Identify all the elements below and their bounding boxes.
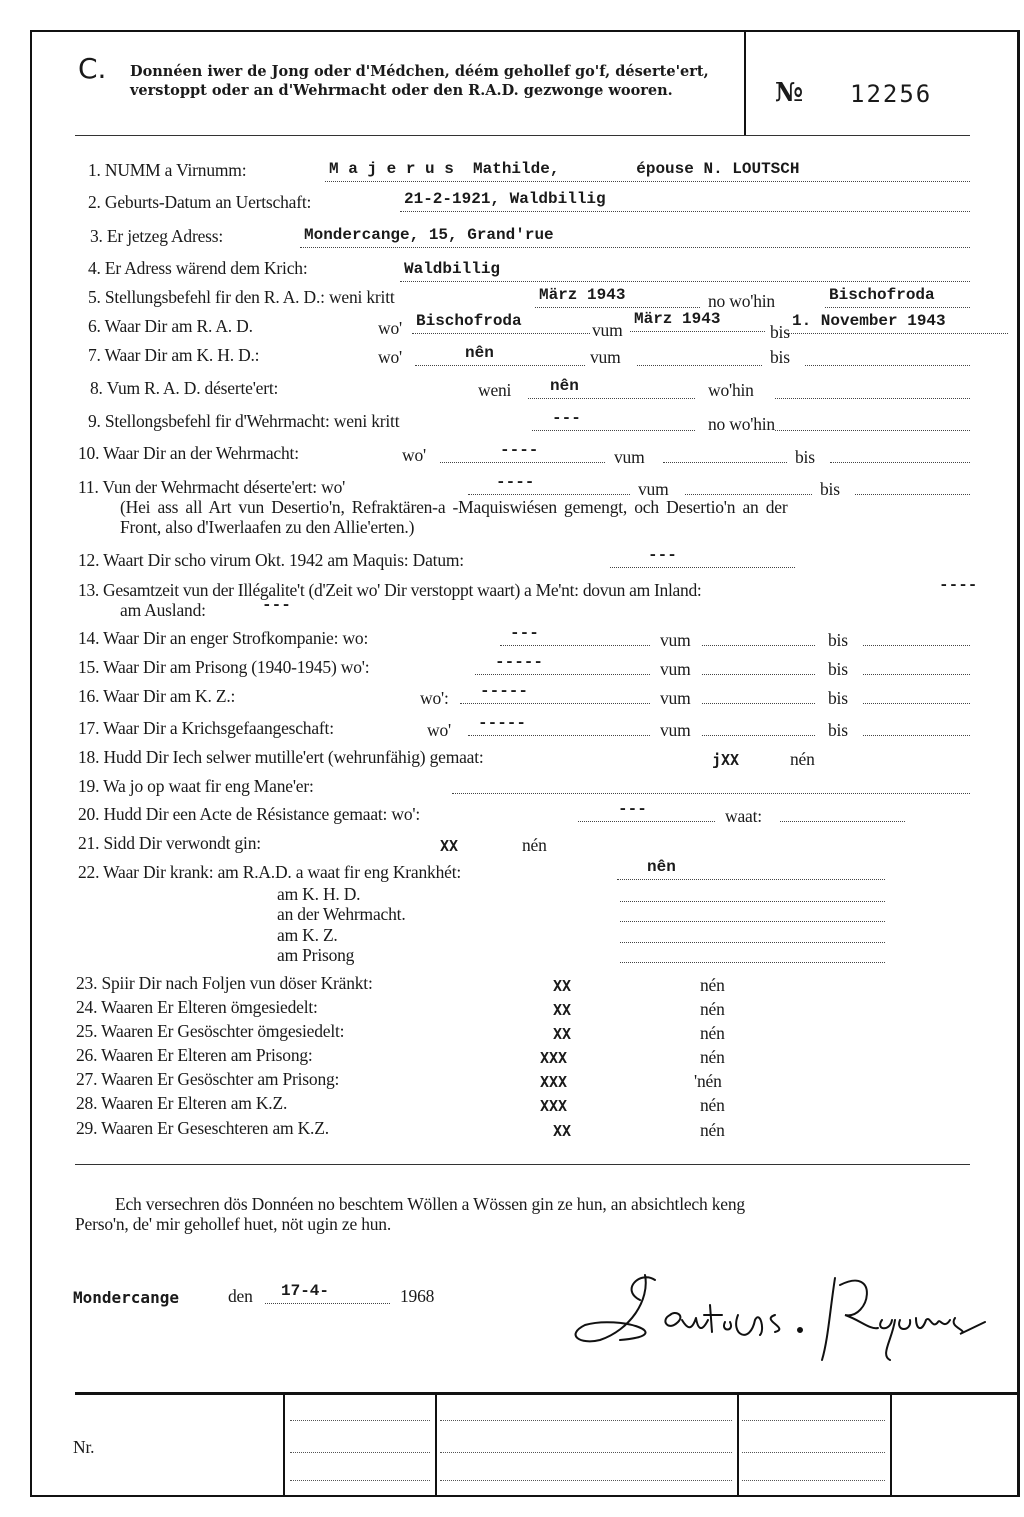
rad-wo[interactable]: Bischofroda (412, 314, 590, 334)
wohin-label: no wo'hin (708, 414, 775, 434)
declaration-line-1: Ech versechren dös Donnéen no beschtem Wöllen a Wössen gin ze hun, an absichtlech keng (115, 1194, 745, 1214)
row-29-label: 29. Waaren Er Geseschteren am K.Z. (76, 1118, 329, 1138)
prisong-bis[interactable] (863, 655, 970, 675)
row-23-no-option[interactable]: nén (700, 975, 725, 995)
row-21-no-option[interactable]: nén (522, 835, 547, 855)
table-cell-line (742, 1420, 885, 1421)
den-label: den (228, 1286, 253, 1306)
wohin-label: wo'hin (708, 380, 754, 400)
bis-label: bis (820, 479, 840, 499)
illness-rad[interactable]: nên (617, 860, 885, 880)
row-25-no-option[interactable]: nén (700, 1023, 725, 1043)
bis-label: bis (828, 659, 848, 679)
wehrmacht-order-when[interactable]: --- (532, 411, 695, 431)
strof-vum[interactable] (702, 626, 815, 646)
vum-label: vum (592, 320, 623, 340)
row-13-label: 13. Gesamtzeit vun der Illégalite't (d'Zeit wo' Dir verstoppt waart) a Me'nt: dovun am Inland: (78, 580, 702, 600)
row-24-no-option[interactable]: nén (700, 999, 725, 1019)
row-5-label: 5. Stellungsbefehl fir den R. A. D.: weni kritt (88, 287, 395, 307)
row-26-yes-option[interactable]: XXX (540, 1049, 568, 1067)
mutilation-method[interactable] (452, 774, 970, 794)
ausland-label: am Ausland: (120, 600, 206, 620)
prisong-wo[interactable]: ----- (475, 655, 650, 675)
row-11-note-1: (Hei ass all Art vun Desertio'n, Refraktären-a -Maquiswiésen gemengt, och Desertio'n an der (120, 497, 788, 517)
vum-label: vum (660, 630, 691, 650)
table-cell-line (742, 1480, 885, 1481)
row-18-no-option[interactable]: nén (790, 749, 815, 769)
year: 1968 (400, 1286, 435, 1306)
wehrmacht-bis[interactable] (830, 443, 970, 463)
table-col-divider (890, 1395, 892, 1495)
vum-label: vum (590, 347, 621, 367)
khd-wo[interactable]: nên (415, 346, 585, 366)
illness-wehrmacht[interactable] (620, 902, 885, 922)
resistance-waat[interactable] (780, 802, 905, 822)
resistance-wo[interactable]: --- (578, 802, 715, 822)
bis-label: bis (828, 630, 848, 650)
row-2-label: 2. Geburts-Datum an Uertschaft: (88, 192, 312, 212)
weni-label: weni (478, 380, 512, 400)
table-col-divider (435, 1395, 437, 1495)
row-3-label: 3. Er jetzeg Adress: (90, 226, 224, 246)
row-4-label: 4. Er Adress wärend dem Krich: (88, 258, 308, 278)
row-27-no-option[interactable]: 'nén (694, 1071, 722, 1091)
row-6-label: 6. Waar Dir am R. A. D. (88, 316, 253, 336)
row-8-label: 8. Vum R. A. D. déserte'ert: (90, 378, 279, 398)
khd-bis[interactable] (805, 346, 970, 366)
bis-label: bis (795, 447, 815, 467)
row-28-no-option[interactable]: nén (700, 1095, 725, 1115)
table-col-divider (737, 1395, 739, 1495)
rad-vum[interactable]: März 1943 (630, 312, 765, 332)
row-25-yes-option[interactable]: XX (553, 1025, 572, 1043)
row-11-label: 11. Vun der Wehrmacht déserte'ert: wo' (78, 477, 346, 497)
row-29-yes-option[interactable]: XX (553, 1122, 572, 1140)
date-field[interactable]: 17-4- (265, 1284, 390, 1304)
form-title: Donnéen iwer de Jong oder d'Médchen, déém gehollef go'f, déserte'ert, verstoppt oder an d'Wehrmacht oder den R.A.D. gezwonge wooren. (130, 63, 709, 99)
pow-vum[interactable] (702, 716, 815, 736)
section-letter: C. (78, 52, 107, 85)
row-12-label: 12. Waart Dir scho virum Okt. 1942 am Maquis: Datum: (78, 550, 464, 570)
prisong-vum[interactable] (702, 655, 815, 675)
row-15-label: 15. Waar Dir am Prisong (1940-1945) wo': (78, 657, 370, 677)
bis-label: bis (770, 347, 790, 367)
kz-vum[interactable] (702, 684, 815, 704)
row-25-label: 25. Waaren Er Gesöschter ömgesiedelt: (76, 1021, 345, 1041)
kz-bis[interactable] (863, 684, 970, 704)
rad-order-when[interactable]: März 1943 (535, 288, 700, 308)
row-23-yes-option[interactable]: XX (553, 977, 572, 995)
illness-prisong-label: am Prisong (277, 945, 355, 965)
row-29-no-option[interactable]: nén (700, 1120, 725, 1140)
wehrmacht-wo[interactable]: ---- (440, 443, 605, 463)
row-16-label: 16. Waar Dir am K. Z.: (78, 686, 236, 706)
form-number: 12256 (850, 80, 933, 108)
header-divider (744, 30, 746, 135)
maquis-date[interactable]: --- (610, 548, 795, 568)
vum-label: vum (660, 720, 691, 740)
illness-khd[interactable] (620, 882, 885, 902)
table-cell-line (440, 1420, 732, 1421)
kz-wo[interactable]: ----- (460, 684, 650, 704)
war-address-field[interactable]: Waldbillig (400, 262, 970, 282)
table-top-rule (75, 1392, 1020, 1395)
strof-bis[interactable] (863, 626, 970, 646)
birth-field[interactable]: 21-2-1921, Waldbillig (400, 192, 970, 212)
row-23-label: 23. Spiir Dir nach Foljen vun döser Kränkt: (76, 973, 373, 993)
row-9-label: 9. Stellongsbefehl fir d'Wehrmacht: weni kritt (88, 411, 400, 431)
row-27-label: 27. Waaren Er Gesöschter am Prisong: (76, 1069, 340, 1089)
row-20-label: 20. Hudd Dir een Acte de Résistance gemaat: wo': (78, 804, 420, 824)
number-symbol: № (775, 78, 804, 108)
row-19-label: 19. Wa jo op waat fir eng Mane'er: (78, 776, 314, 796)
vum-label: vum (614, 447, 645, 467)
row-21-label: 21. Sidd Dir verwondt gin: (78, 833, 261, 853)
place: Mondercange (73, 1288, 179, 1307)
row-21-yes-option[interactable]: XX (440, 837, 459, 855)
row-18-label: 18. Hudd Dir Iech selwer mutille'ert (wehrunfähig) gemaat: (78, 747, 484, 767)
row-17-label: 17. Waar Dir a Krichsgefaangeschaft: (78, 718, 334, 738)
strof-wo[interactable]: --- (500, 626, 650, 646)
wo-label: wo' (378, 347, 402, 367)
illness-prisong[interactable] (620, 943, 885, 963)
section-rule (75, 1164, 970, 1165)
row-26-label: 26. Waaren Er Elteren am Prisong: (76, 1045, 313, 1065)
wo-label: wo' (402, 445, 426, 465)
illness-wehrmacht-label: an der Wehrmacht. (277, 904, 406, 924)
wo-label: wo': (420, 688, 449, 708)
rad-desert-wohin[interactable] (775, 379, 970, 399)
row-22-label: 22. Waar Dir krank: am R.A.D. a waat fir eng Krankhét: (78, 862, 462, 882)
bis-label: bis (828, 688, 848, 708)
header-rule (75, 135, 970, 136)
row-26-no-option[interactable]: nén (700, 1047, 725, 1067)
rad-bis[interactable]: 1. November 1943 (788, 314, 1008, 334)
bis-label: bis (828, 720, 848, 740)
bis-label: bis (770, 322, 790, 342)
row-18-yes-option[interactable]: jXX (712, 751, 740, 769)
row-28-yes-option[interactable]: XXX (540, 1097, 568, 1115)
row-28-label: 28. Waaren Er Elteren am K.Z. (76, 1093, 288, 1113)
table-cell-line (290, 1420, 430, 1421)
row-11-note-2: Front, also d'Iwerlaafen zu den Allie'erten.) (120, 517, 415, 537)
rad-order-wohin[interactable]: Bischofroda (825, 288, 970, 308)
row-10-label: 10. Waar Dir an der Wehrmacht: (78, 443, 299, 463)
pow-wo[interactable]: ----- (468, 716, 650, 736)
row-27-yes-option[interactable]: XXX (540, 1073, 568, 1091)
illness-kz[interactable] (620, 923, 885, 943)
illness-khd-label: am K. H. D. (277, 884, 361, 904)
pow-bis[interactable] (863, 716, 970, 736)
wohin-label: no wo'hin (708, 291, 775, 311)
wehrmacht-vum[interactable] (663, 443, 787, 463)
desert-bis[interactable] (855, 475, 970, 495)
name-field[interactable]: M a j e r u s Mathilde, épouse N. LOUTSCH (325, 162, 970, 182)
khd-vum[interactable] (637, 346, 762, 366)
table-cell-line (742, 1452, 885, 1453)
table-cell-line (290, 1480, 430, 1481)
nr-label: Nr. (73, 1437, 95, 1457)
row-24-yes-option[interactable]: XX (553, 1001, 572, 1019)
row-1-label: 1. NUMM a Virnumm: (88, 160, 247, 180)
inland-months[interactable]: ---- (939, 576, 978, 594)
illness-kz-label: am K. Z. (277, 925, 338, 945)
vum-label: vum (660, 659, 691, 679)
wo-label: wo' (378, 318, 402, 338)
wehrmacht-order-wohin[interactable] (775, 411, 970, 431)
row-14-label: 14. Waar Dir an enger Strofkompanie: wo: (78, 628, 369, 648)
address-field[interactable]: Mondercange, 15, Grand'rue (300, 228, 970, 248)
vum-label: vum (660, 688, 691, 708)
table-cell-line (440, 1480, 732, 1481)
desert-vum[interactable] (685, 475, 812, 495)
wo-label: wo' (427, 720, 451, 740)
row-7-label: 7. Waar Dir am K. H. D.: (88, 345, 260, 365)
rad-desert-when[interactable]: nên (528, 379, 695, 399)
table-col-divider (283, 1395, 285, 1495)
declaration-line-2: Perso'n, de' mir gehollef huet, nöt ugin ze hun. (75, 1214, 392, 1234)
desert-wo[interactable]: ---- (468, 475, 630, 495)
signature (560, 1260, 1000, 1370)
table-cell-line (440, 1452, 732, 1453)
vum-label: vum (638, 479, 669, 499)
table-cell-line (290, 1452, 430, 1453)
row-24-label: 24. Waaren Er Elteren ömgesiedelt: (76, 997, 318, 1017)
ausland-months[interactable]: --- (262, 596, 291, 614)
waat-label: waat: (725, 806, 762, 826)
